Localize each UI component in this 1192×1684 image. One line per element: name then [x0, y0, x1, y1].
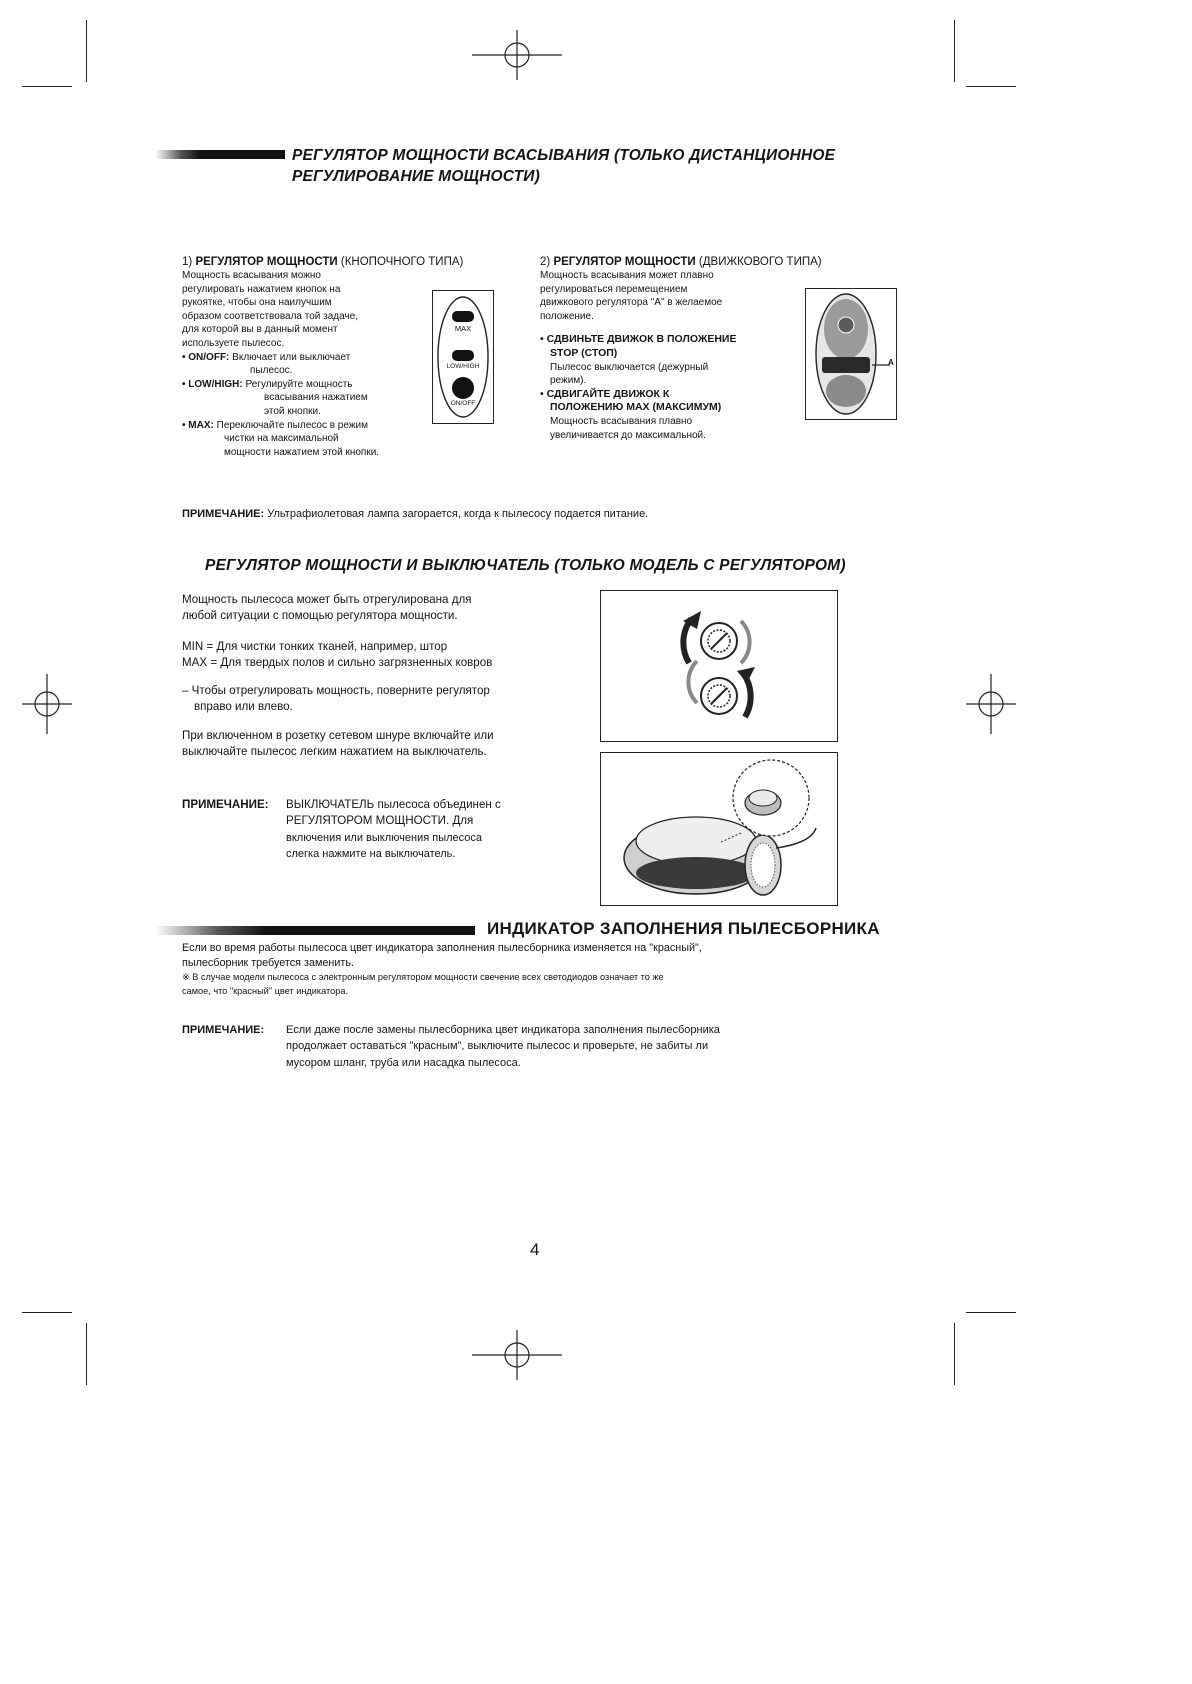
max-button-label: MAX	[454, 324, 472, 333]
crop-mark	[954, 20, 955, 82]
registration-mark-icon	[22, 674, 72, 734]
power-dial-figure	[600, 590, 838, 742]
list-item: • ON/OFF: Включает или выключает пылесос.	[182, 351, 351, 377]
subsection-title: 2) РЕГУЛЯТОР МОЩНОСТИ (ДВИЖКОВОГО ТИПА)	[540, 256, 822, 268]
section-bar	[155, 926, 475, 935]
section-bar	[155, 150, 285, 159]
slider-handle-figure	[805, 288, 897, 420]
lowhigh-button-label: LOW/HIGH	[446, 363, 480, 370]
crop-mark	[22, 86, 72, 87]
crop-mark	[86, 20, 87, 82]
crop-mark	[86, 1323, 87, 1385]
section2-note: ПРИМЕЧАНИЕ: ВЫКЛЮЧАТЕЛЬ пылесоса объединен с РЕГУЛЯТОРОМ МОЩНОСТИ. Для включения или выключения пылесоса слегка нажмите на выключатель.	[182, 798, 501, 860]
power-dial-icon	[601, 591, 837, 741]
registration-mark-icon	[472, 30, 562, 80]
section3-note: ПРИМЕЧАНИЕ: Если даже после замены пылесборника цвет индикатора заполнения пылесборника продолжает оставаться "красным", выключите пылесос и проверьте, не забиты ли мусором шланг, труба или насадка пылесоса.	[182, 1024, 720, 1069]
bullet-text: Мощность всасывания плавно увеличивается до максимальной.	[550, 415, 706, 441]
intro-text: Мощность всасывания может плавно регулироваться перемещением движкового регулятора "А" в желаемое положение.	[540, 270, 723, 322]
crop-mark	[954, 1323, 955, 1385]
subsection-title: 1) РЕГУЛЯТОР МОЩНОСТИ (КНОПОЧНОГО ТИПА)	[182, 256, 464, 268]
vacuum-switch-figure	[600, 752, 838, 906]
section1-note: ПРИМЕЧАНИЕ: Ультрафиолетовая лампа загорается, когда к пылесосу подается питание.	[182, 508, 649, 520]
intro-text: Мощность всасывания можно регулировать нажатием кнопок на рукоятке, чтобы она наилучшим образом соответствовала той задаче, для которой вы в данный момент используете пылесос.	[182, 270, 359, 349]
onoff-button-label: ON/OFF	[450, 400, 476, 407]
crop-mark	[966, 1312, 1016, 1313]
page-number: 4	[530, 1240, 540, 1259]
section1-heading: РЕГУЛЯТОР МОЩНОСТИ ВСАСЫВАНИЯ (ТОЛЬКО ДИСТАНЦИОННОЕ РЕГУЛИРОВАНИЕ МОЩНОСТИ)	[292, 147, 836, 185]
section2-heading: РЕГУЛЯТОР МОЩНОСТИ И ВЫКЛЮЧАТЕЛЬ (ТОЛЬКО МОДЕЛЬ С РЕГУЛЯТОРОМ)	[205, 557, 846, 574]
crop-mark	[22, 1312, 72, 1313]
section3-body: Если во время работы пылесоса цвет индикатора заполнения пылесборника изменяется на "красный", пылесборник требуется заменить. ※ В случае модели пылесоса с электронным регулятором мощности свечение всех светодиодов означает то же самое, что "красный" цвет индикатора.	[182, 942, 702, 996]
bullet-title: • СДВИНЬТЕ ДВИЖОК В ПОЛОЖЕНИЕ STOP (СТОП)	[540, 333, 737, 359]
section3-heading: ИНДИКАТОР ЗАПОЛНЕНИЯ ПЫЛЕСБОРНИКА	[487, 919, 880, 938]
slider-label-a: A	[888, 358, 894, 367]
remote-handle-figure	[432, 290, 494, 424]
section2-body: Мощность пылесоса может быть отрегулирована для любой ситуации с помощью регулятора мощности. MIN = Для чистки тонких тканей, например, штор MAX = Для твердых полов и сильно загрязненных ковров – Чтобы отрегулировать мощность, поверните регулятор вправо или влево. При включенном в розетку сетевом шнуре включайте или выключайте пылесос легким нажатием на выключатель.	[182, 593, 494, 759]
vacuum-cleaner-icon	[601, 753, 837, 905]
list-item: • MAX: Переключайте пылесос в режим чистки на максимальной мощности нажатием этой кнопки.	[182, 419, 380, 458]
bullet-text: Пылесос выключается (дежурный режим).	[550, 361, 709, 387]
list-item: • LOW/HIGH: Регулируйте мощность всасывания нажатием этой кнопки.	[182, 378, 368, 417]
registration-mark-icon	[472, 1330, 562, 1380]
slider-handle-icon	[806, 289, 896, 419]
crop-mark	[966, 86, 1016, 87]
bullet-title: • СДВИГАЙТЕ ДВИЖОК К ПОЛОЖЕНИЮ MAX (МАКСИМУМ)	[540, 387, 722, 414]
registration-mark-icon	[966, 674, 1016, 734]
